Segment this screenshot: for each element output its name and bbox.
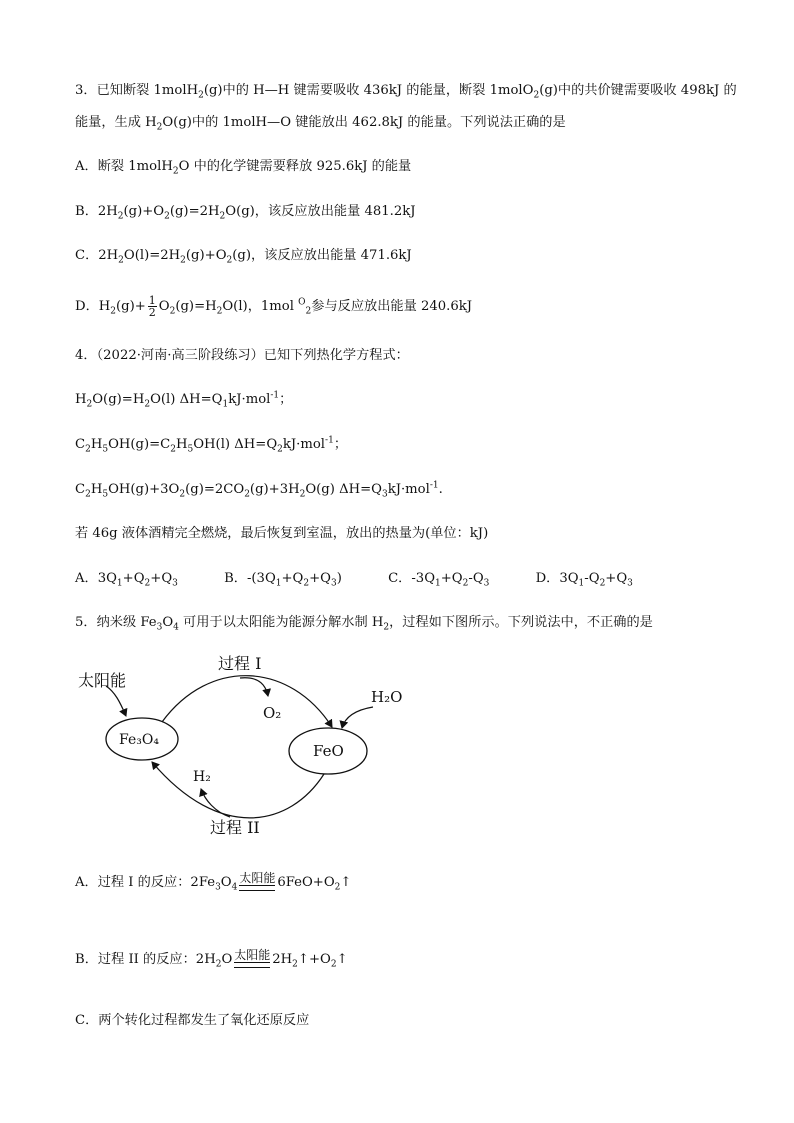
o2-release-arrow: [240, 678, 268, 696]
q3-option-c: C．$2H_2O(l)=2H_2(g)+O_2(g)$，该反应放出能量 471.6kJ: [75, 248, 412, 266]
q3-option-d: D．$H_2(g)+$ $\frac{1}{2}$ $O_2(g)=H_2O(l)$，1mol $^O_2$参与反应放出能量 240.6kJ: [75, 294, 472, 319]
fraction-one-half: $\frac{1}{2}$: [148, 294, 156, 319]
feo-label: FeO: [313, 742, 344, 760]
q4-stem: 4．（2022·河南·高三阶段练习）已知下列热化学方程式：: [75, 348, 409, 363]
q5-option-b: B．过程 II 的反应：$2H_2O$ 太阳能 $2H_2↑+O_2↑$: [75, 948, 348, 970]
fe3o4-cycle-diagram: [70, 652, 430, 842]
q5-option-c: C．两个转化过程都发生了氧化还原反应: [75, 1013, 310, 1028]
q3-option-a: A．断裂 1molH$_2$O 中的化学键需要释放 925.6kJ 的能量: [75, 159, 412, 177]
reaction-condition-arrow: 太阳能: [239, 872, 275, 891]
q4-options: [75, 570, 675, 588]
q4-equation-1: $H_2O(g)=H_2O(l)$ $\Delta H=Q_1kJ\cdot mol^{-1}$；: [75, 390, 293, 410]
q5-stem: 5．纳米级 $Fe_3O_4$ 可用于以太阳能为能源分解水制 $H_2$，过程如下图所示。下列说法中，不正确的是: [75, 615, 653, 633]
q3-stem-line2: 能量，生成 $H_2O(g)$中的 1molH—O 键能放出 462.8kJ 的能量。下列说法正确的是: [75, 115, 566, 133]
q4-option-a: A．$3Q_1+Q_2+Q_3$: [75, 571, 178, 589]
fe3o4-label: Fe₃O₄: [119, 732, 159, 748]
h2o-label: H₂O: [371, 688, 403, 706]
reaction-condition-arrow: 太阳能: [234, 949, 270, 968]
process-1-arrow: [162, 676, 332, 727]
q3-option-b: B．$2H_2(g)+O_2(g)=2H_2O(g)$，该反应放出能量 481.2kJ: [75, 204, 416, 222]
h2o-input-arrow: [342, 707, 373, 728]
h2-release-arrow: [201, 789, 230, 817]
process-2-label: 过程 II: [210, 818, 260, 837]
q5-option-a: A．过程 I 的反应：$2Fe_3O_4$ 太阳能 $6FeO+O_2↑$: [75, 871, 352, 893]
process-2-arrow: [152, 762, 324, 818]
q4-equation-2: $C_2H_5OH(g)=C_2H_5OH(l)$ $\Delta H=Q_2kJ\cdot mol^{-1}$；: [75, 435, 347, 455]
o2-label: O₂: [263, 704, 282, 722]
q4-equation-3: $C_2H_5OH(g)+3O_2(g)=2CO_2(g)+3H_2O(g)$ $\Delta H=Q_3kJ\cdot mol^{-1}$.: [75, 480, 443, 500]
solar-energy-label: 太阳能: [78, 671, 127, 690]
h2-label: H₂: [193, 769, 211, 785]
q4-option-d: D．$3Q_1-Q_2+Q_3$: [535, 571, 633, 589]
q4-option-b: B．$-(3Q_1+Q_2+Q_3)$: [224, 571, 342, 589]
q4-option-c: C．$-3Q_1+Q_2-Q_3$: [388, 571, 490, 589]
solar-energy-arrow: [106, 686, 126, 716]
process-1-label: 过程 I: [218, 654, 262, 673]
q3-stem-line1: 3．已知断裂 1molH$_2$(g)中的 H—H 键需要吸收 436kJ 的能量，断裂 1molO$_2$(g)中的共价键需要吸收 498kJ 的: [75, 83, 737, 101]
q4-question: 若 46g 液体酒精完全燃烧，最后恢复到室温，放出的热量为(单位：kJ): [75, 526, 489, 541]
